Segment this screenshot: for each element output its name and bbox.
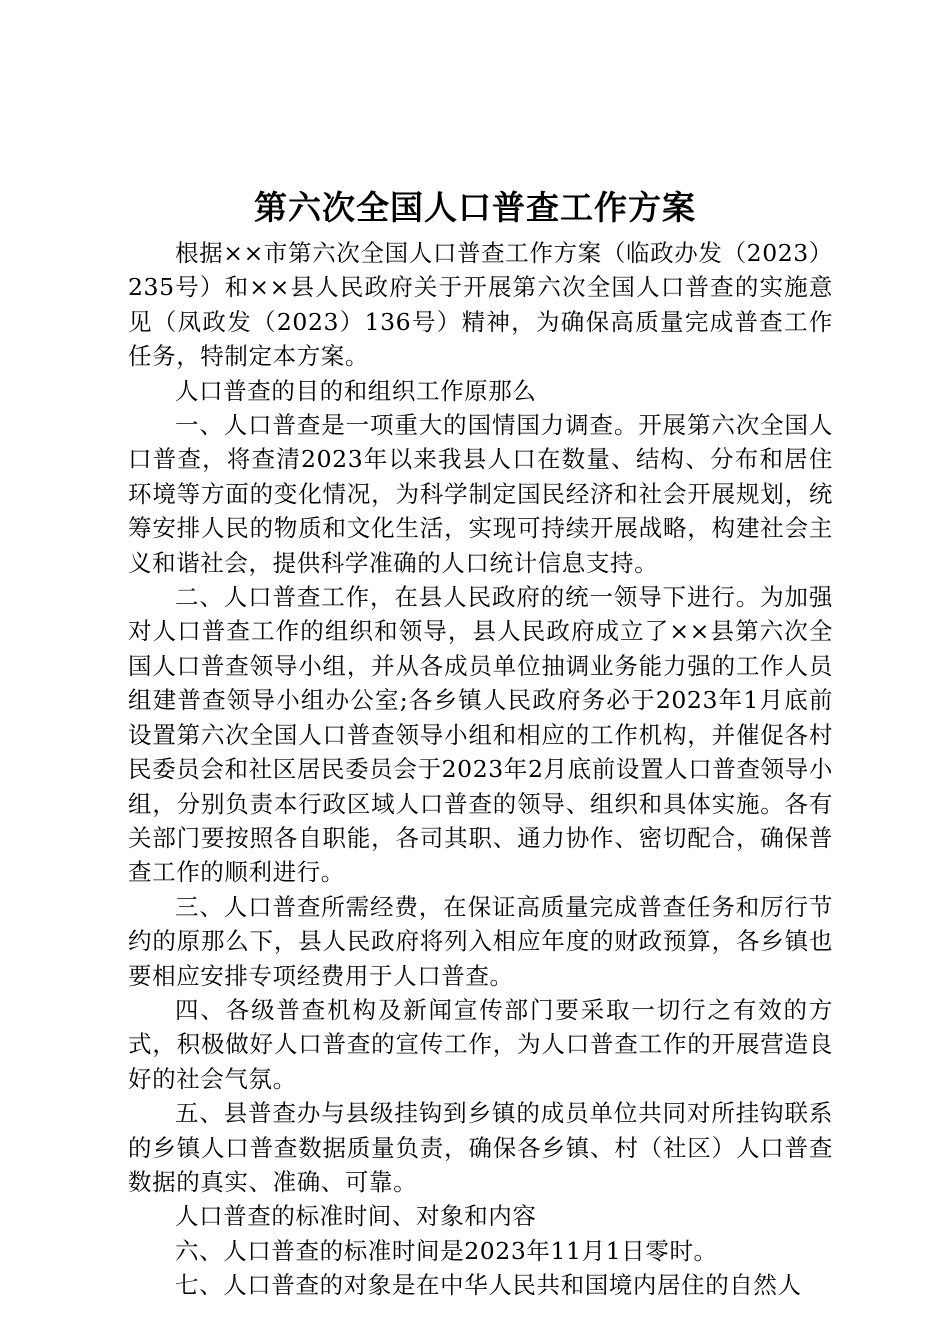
paragraph-item-7: 七、人口普查的对象是在中华人民共和国境内居住的自然人 [175,1271,802,1300]
paragraph-item-6: 六、人口普查的标准时间是2023年11月1日零时。 [175,1236,718,1265]
paragraph-item-3: 三、人口普查所需经费，在保证高质量完成普查任务和厉行节约的原那么下，县人民政府将列入相应年度的财政预算，各乡镇也要相应安排专项经费用于人口普查。 [128,892,833,990]
paragraph-item-2: 二、人口普查工作，在县人民政府的统一领导下进行。为加强对人口普查工作的组织和领导，县人民政府成立了××县第六次全国人口普查领导小组，并从各成员单位抽调业务能力强的工作人员组建普查领导小组办公室;各乡镇人民政府务必于2023年1月底前设置第六次全国人口普查领导小组和相应的工作机构，并催促各村民委员会和社区居民委员会于2023年2月底前设置人口普查领导小组，分别负责本行政区域人口普查的领导、组织和具体实施。各有关部门要按照各自职能，各司其职、通力协作、密切配合，确保普查工作的顺利进行。 [128,583,833,887]
document-title: 第六次全国人口普查工作方案 [254,188,696,227]
paragraph-item-4: 四、各级普查机构及新闻宣传部门要采取一切行之有效的方式，积极做好人口普查的宣传工作，为人口普查工作的开展营造良好的社会气氛。 [128,995,833,1093]
paragraph-item-1: 一、人口普查是一项重大的国情国力调查。开展第六次全国人口普查，将查清2023年以来我县人口在数量、结构、分布和居住环境等方面的变化情况，为科学制定国民经济和社会开展规划，统筹安排人民的物质和文化生活，实现可持续开展战略，构建社会主义和谐社会，提供科学准确的人口统计信息支持。 [128,411,833,577]
document-body [128,236,833,1303]
section-heading-time-scope: 人口普查的标准时间、对象和内容 [175,1202,537,1231]
section-heading-principles: 人口普查的目的和组织工作原那么 [175,376,537,405]
paragraph-intro: 根据××市第六次全国人口普查工作方案（临政办发（2023）235号）和××县人民政府关于开展第六次全国人口普查的实施意见（凤政发（2023）136号）精神，为确保高质量完成普查工作任务，特制定本方案。 [128,239,833,371]
paragraph-item-5: 五、县普查办与县级挂钩到乡镇的成员单位共同对所挂钩联系的乡镇人口普查数据质量负责，确保各乡镇、村（社区）人口普查数据的真实、准确、可靠。 [128,1099,833,1196]
